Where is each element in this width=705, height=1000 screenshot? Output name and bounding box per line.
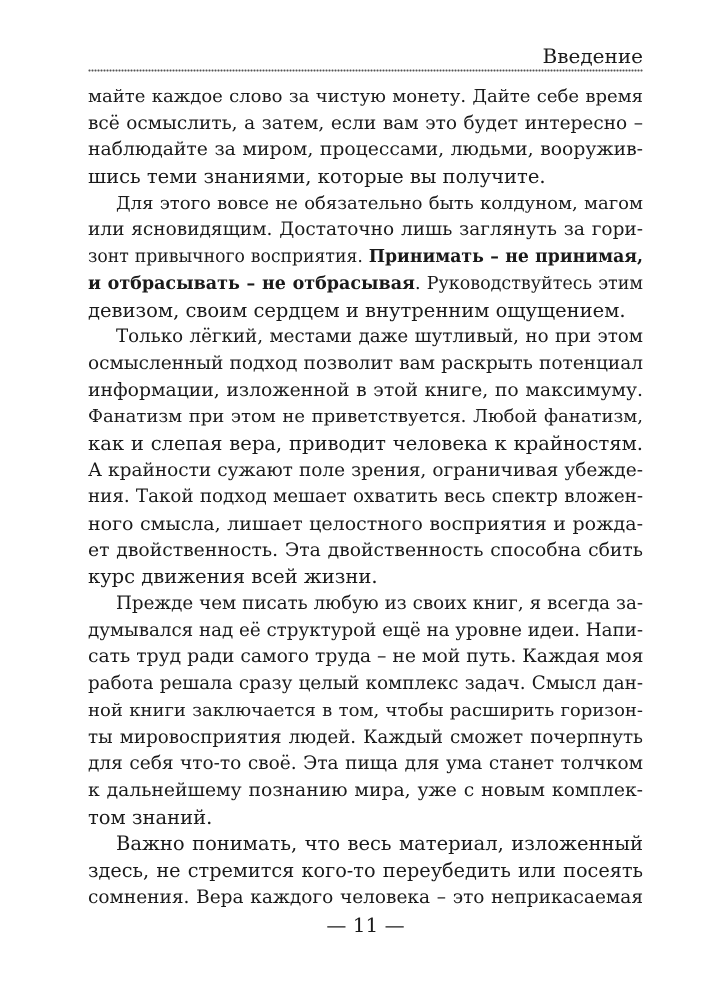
body-text bbox=[88, 84, 643, 911]
text-line: сомнения. Вера каждого человека – это неприкасаемая bbox=[88, 886, 643, 908]
text-line: майте каждое слово за чистую монету. Дайте себе время bbox=[88, 86, 643, 107]
text-line: ты мировосприятия людей. Каждый сможет почерпнуть bbox=[88, 726, 643, 748]
text-line: А крайности сужают поле зрения, ограничивая убежде- bbox=[88, 459, 643, 481]
text-line-mixed bbox=[88, 244, 643, 271]
text-line: ного смысла, лишает целостного восприятия и рожда- bbox=[88, 513, 643, 535]
text-line: к дальнейшему познанию мира, уже с новым комплек- bbox=[88, 779, 643, 801]
text-line: здесь, не стремится кого-то переубедить или посеять bbox=[88, 858, 643, 882]
page-number: — 11 — bbox=[326, 913, 405, 937]
text-line: всё осмыслить, а затем, если вам это будет интересно – bbox=[88, 112, 643, 134]
text-line: том знаний. bbox=[88, 805, 213, 829]
text-line: ния. Такой подход мешает охватить весь спектр вложен- bbox=[88, 486, 643, 508]
text-line: Для этого вовсе не обязательно быть колдуном, магом bbox=[116, 192, 643, 214]
text-run: зонт привычного восприятия. bbox=[88, 247, 369, 268]
text-line: сать труд ради самого труда – не мой путь. Каждая моя bbox=[88, 646, 644, 668]
motto-bold-part-1: Принимать – не принимая, bbox=[368, 247, 643, 268]
text-line: ет двойственность. Эта двойственность способна сбить bbox=[88, 539, 643, 561]
text-line: осмысленный подход позволит вам раскрыть потенциал bbox=[88, 352, 643, 374]
text-run: . Руководствуйтесь этим bbox=[414, 273, 643, 294]
text-line: работа решала сразу целый комплекс задач. Смысл дан- bbox=[88, 673, 643, 695]
text-line: шись теми знаниями, которые вы получите. bbox=[88, 165, 546, 189]
motto-bold-part-2: и отбрасывать – не отбрасывая bbox=[88, 273, 415, 294]
text-line: Только лёгкий, местами даже шутливый, но при этом bbox=[116, 326, 643, 348]
running-head: Введение bbox=[542, 44, 643, 68]
text-line: девизом, своим сердцем и внутренним ощущением. bbox=[88, 298, 626, 322]
text-line: как и слепая вера, приводит человека к крайностям. bbox=[88, 431, 643, 455]
text-line: Прежде чем писать любую из своих книг, я всегда за- bbox=[116, 593, 643, 615]
text-line: Фанатизм при этом не приветствуется. Любой фанатизм, bbox=[88, 406, 643, 428]
text-line: Важно понимать, что весь материал, изложенный bbox=[116, 832, 643, 856]
text-line: наблюдайте за миром, процессами, людьми, вооружив- bbox=[88, 139, 643, 161]
text-line: информации, изложенной в этой книге, по максимуму. bbox=[88, 379, 643, 401]
text-line: ной книги заключается в том, чтобы расширить горизон- bbox=[88, 699, 643, 721]
text-line: думывался над её структурой ещё на уровне идеи. Напи- bbox=[88, 619, 643, 641]
text-line: для себя что-то своё. Эта пища для ума станет толчком bbox=[88, 753, 643, 775]
text-line: или ясновидящим. Достаточно лишь заглянуть за гори- bbox=[88, 219, 643, 241]
header-dotted-rule bbox=[88, 69, 643, 74]
text-line: курс движения всей жизни. bbox=[88, 565, 378, 589]
text-line-mixed bbox=[88, 271, 643, 298]
